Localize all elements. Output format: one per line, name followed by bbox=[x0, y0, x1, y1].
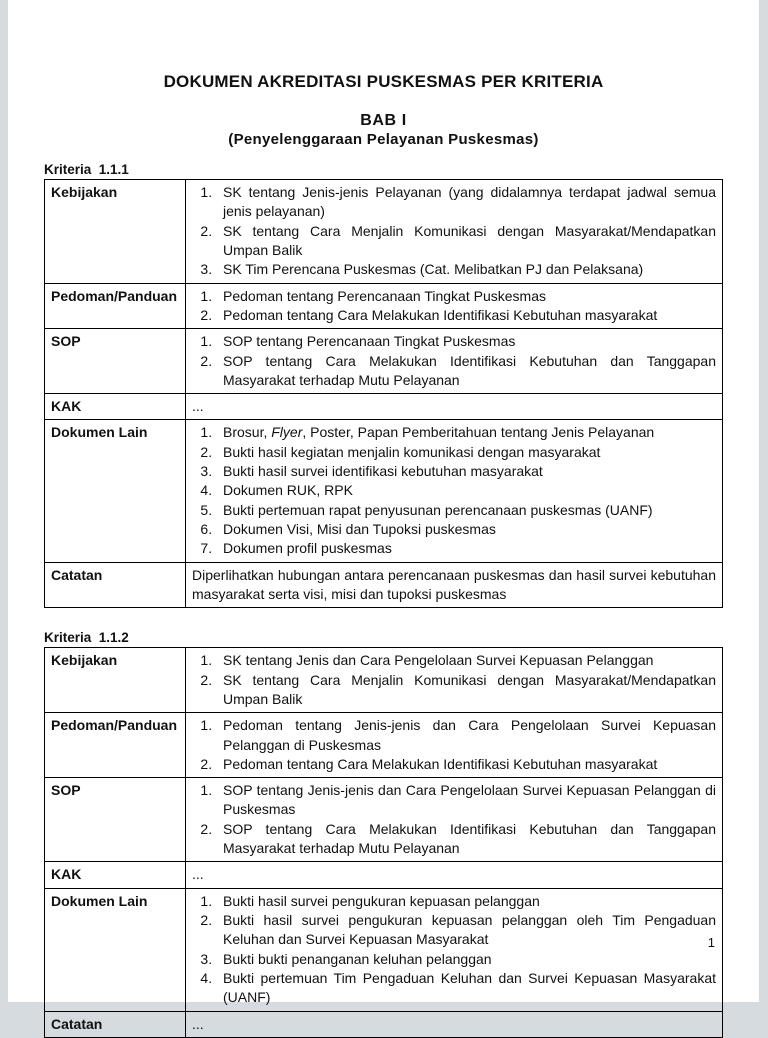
row-text: ... bbox=[192, 1015, 204, 1032]
chapter-subtitle: (Penyelenggaraan Pelayanan Puskesmas) bbox=[228, 131, 539, 148]
row-content bbox=[186, 862, 723, 888]
list-item: 3. SK Tim Perencana Puskesmas (Cat. Melibatkan PJ dan Pelaksana) bbox=[216, 260, 716, 279]
page-number: 1 bbox=[707, 935, 715, 950]
row-content bbox=[186, 1011, 723, 1037]
row-content bbox=[186, 778, 723, 862]
list-item bbox=[216, 423, 716, 442]
list-item: 2. Pedoman tentang Cara Melakukan Identifikasi Kebutuhan masyarakat bbox=[216, 755, 716, 774]
table-row bbox=[45, 778, 723, 862]
row-label: Dokumen Lain bbox=[45, 420, 186, 562]
kriteria-section bbox=[44, 162, 723, 608]
list-item: 5. Bukti pertemuan rapat penyusunan perencanaan puskesmas (UANF) bbox=[216, 501, 716, 520]
row-label: SOP bbox=[45, 778, 186, 862]
document-list bbox=[192, 716, 716, 774]
table-row bbox=[45, 888, 723, 1011]
row-content bbox=[186, 283, 723, 329]
row-label: SOP bbox=[45, 329, 186, 394]
row-content bbox=[186, 713, 723, 778]
list-item: 1. SK tentang Jenis-jenis Pelayanan (yang didalamnya terdapat jadwal semua jenis pelayanan) bbox=[216, 183, 716, 222]
text-run: Brosur, bbox=[223, 424, 272, 441]
row-label: Catatan bbox=[45, 1011, 186, 1037]
document-page bbox=[8, 0, 759, 1032]
kriteria-table bbox=[44, 179, 723, 608]
list-item: 1. Pedoman tentang Perencanaan Tingkat Puskesmas bbox=[216, 287, 716, 306]
table-row bbox=[45, 329, 723, 394]
row-text: Diperlihatkan hubungan antara perencanaan puskesmas dan hasil survei kebutuhan masyarakat serta visi, misi dan tupoksi puskesmas bbox=[192, 566, 716, 602]
row-label: Dokumen Lain bbox=[45, 888, 186, 1011]
document-list bbox=[192, 183, 716, 280]
list-item: 2. SK tentang Cara Menjalin Komunikasi dengan Masyarakat/Mendapatkan Umpan Balik bbox=[216, 671, 716, 710]
table-row bbox=[45, 283, 723, 329]
document-list bbox=[192, 287, 716, 326]
document-list bbox=[192, 892, 716, 1008]
kriteria-heading: Kriteria 1.1.1 bbox=[44, 162, 129, 177]
document-list bbox=[192, 781, 716, 858]
list-item: 4. Dokumen RUK, RPK bbox=[216, 481, 716, 500]
row-label: KAK bbox=[45, 394, 186, 420]
kriteria-heading: Kriteria 1.1.2 bbox=[44, 630, 129, 646]
row-label: Kebijakan bbox=[45, 180, 186, 284]
table-row bbox=[45, 394, 723, 420]
list-item: 2. Bukti hasil kegiatan menjalin komunikasi dengan masyarakat bbox=[216, 443, 716, 462]
document-title: DOKUMEN AKREDITASI PUSKESMAS PER KRITERIA bbox=[163, 72, 604, 91]
row-content bbox=[186, 888, 723, 1011]
table-row bbox=[45, 1011, 723, 1037]
italic-text-run: Flyer bbox=[271, 424, 303, 441]
list-item: 1. SK tentang Jenis dan Cara Pengelolaan Survei Kepuasan Pelanggan bbox=[216, 651, 716, 670]
list-item: 2. SK tentang Cara Menjalin Komunikasi dengan Masyarakat/Mendapatkan Umpan Balik bbox=[216, 222, 716, 261]
row-content bbox=[186, 329, 723, 394]
row-content bbox=[186, 394, 723, 420]
list-item: 7. Dokumen profil puskesmas bbox=[216, 539, 716, 558]
row-content bbox=[186, 562, 723, 608]
list-item: 1. SOP tentang Perencanaan Tingkat Puskesmas bbox=[216, 332, 716, 351]
table-row bbox=[45, 648, 723, 713]
list-item: 2. SOP tentang Cara Melakukan Identifikasi Kebutuhan dan Tanggapan Masyarakat terhadap Mutu Pelayanan bbox=[216, 352, 716, 391]
row-label: Catatan bbox=[45, 562, 186, 608]
row-content bbox=[186, 180, 723, 284]
kriteria-section bbox=[44, 630, 723, 1038]
document-list bbox=[192, 332, 716, 390]
row-label: KAK bbox=[45, 862, 186, 888]
table-row bbox=[45, 713, 723, 778]
row-label: Kebijakan bbox=[45, 648, 186, 713]
kriteria-table bbox=[44, 647, 723, 1038]
table-row bbox=[45, 862, 723, 888]
row-label: Pedoman/Panduan bbox=[45, 713, 186, 778]
row-text: ... bbox=[192, 398, 204, 415]
list-item: 2. Bukti hasil survei pengukuran kepuasan pelanggan oleh Tim Pengaduan Keluhan dan Survei Kepuasan Masyarakat bbox=[216, 911, 716, 950]
list-item: 1. Pedoman tentang Jenis-jenis dan Cara Pengelolaan Survei Kepuasan Pelanggan di Puskesmas bbox=[216, 716, 716, 755]
text-run: , Poster, Papan Pemberitahuan tentang Jenis Pelayanan bbox=[302, 424, 655, 441]
list-item: 3. Bukti hasil survei identifikasi kebutuhan masyarakat bbox=[216, 462, 716, 481]
sections-container bbox=[44, 162, 723, 1038]
row-text: ... bbox=[192, 866, 204, 883]
table-row bbox=[45, 180, 723, 284]
document-list bbox=[192, 651, 716, 709]
list-item: 1. SOP tentang Jenis-jenis dan Cara Pengelolaan Survei Kepuasan Pelanggan di Puskesmas bbox=[216, 781, 716, 820]
list-item: 3. Bukti bukti penanganan keluhan pelanggan bbox=[216, 950, 716, 969]
list-item: 2. Pedoman tentang Cara Melakukan Identifikasi Kebutuhan masyarakat bbox=[216, 306, 716, 325]
row-content bbox=[186, 420, 723, 562]
list-item: 1. Bukti hasil survei pengukuran kepuasan pelanggan bbox=[216, 892, 716, 911]
list-item: 4. Bukti pertemuan Tim Pengaduan Keluhan dan Survei Kepuasan Masyarakat (UANF) bbox=[216, 969, 716, 1008]
table-row bbox=[45, 420, 723, 562]
table-row bbox=[45, 562, 723, 608]
list-item: 2. SOP tentang Cara Melakukan Identifikasi Kebutuhan dan Tanggapan Masyarakat terhadap Mutu Pelayanan bbox=[216, 820, 716, 859]
row-content bbox=[186, 648, 723, 713]
document-list bbox=[192, 423, 716, 558]
chapter-heading: BAB I bbox=[360, 112, 407, 129]
list-item: 6. Dokumen Visi, Misi dan Tupoksi puskesmas bbox=[216, 520, 716, 539]
row-label: Pedoman/Panduan bbox=[45, 283, 186, 329]
